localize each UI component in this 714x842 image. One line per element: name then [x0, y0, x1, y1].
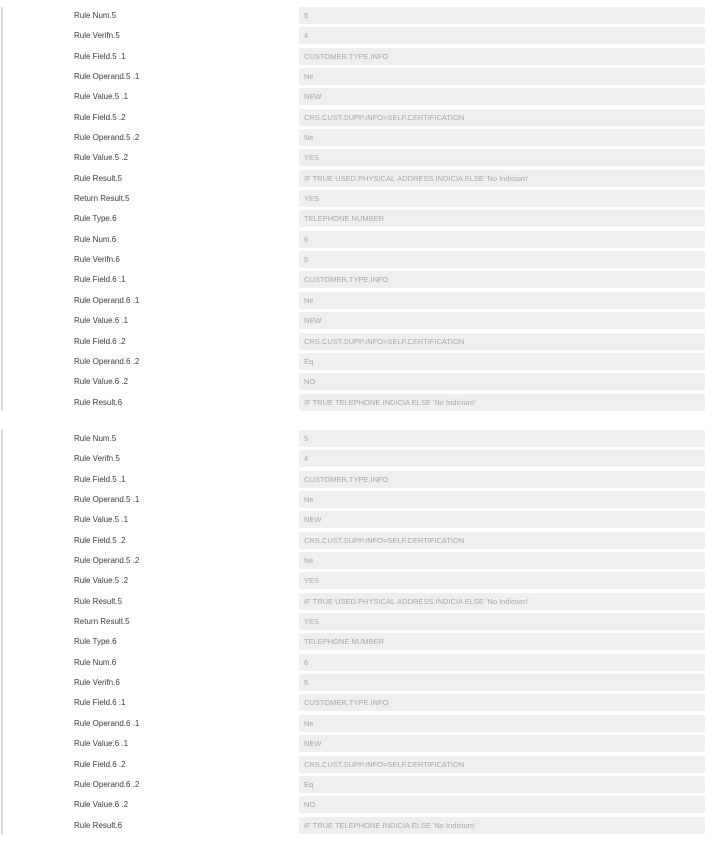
field-label: Rule Verifn.6 — [74, 678, 120, 688]
field-row — [0, 149, 714, 169]
field-value[interactable]: CUSTOMER.TYPE.INFO — [299, 48, 705, 65]
field-value[interactable]: 5 — [299, 674, 705, 691]
field-value[interactable]: TELEPHONE.NUMBER — [299, 210, 705, 227]
field-value[interactable]: CUSTOMER.TYPE.INFO — [299, 271, 705, 288]
field-row — [0, 471, 714, 491]
field-label: Rule Field.5 .1 — [74, 474, 126, 484]
field-value[interactable]: IF TRUE USED.PHYSICAL.ADDRESS.INDICIA ELSE 'No Indicium' — [299, 170, 705, 187]
field-label: Rule Value.6 .2 — [74, 377, 129, 387]
field-value[interactable]: NEW — [299, 88, 705, 105]
field-label: Rule Num.6 — [74, 657, 117, 667]
field-label: Rule Field.6 .1 — [74, 275, 126, 285]
field-row — [0, 491, 714, 511]
field-value[interactable]: 4 — [299, 27, 705, 44]
field-value[interactable]: CRS.CUST.SUPP.INFO>SELF.CERTIFICATION — [299, 532, 705, 549]
field-label: Rule Operand.6 .1 — [74, 718, 140, 728]
field-row — [0, 190, 714, 210]
field-value[interactable]: Eq — [299, 353, 705, 370]
field-label: Rule Operand.6 .1 — [74, 295, 140, 305]
field-value[interactable]: YES — [299, 190, 705, 207]
field-row — [0, 532, 714, 552]
field-label: Rule Num.5 — [74, 11, 117, 20]
field-value[interactable]: CRS.CUST.SUPP.INFO>SELF.CERTIFICATION — [299, 756, 705, 773]
field-value[interactable]: IF TRUE TELEPHONE.INDICIA ELSE 'No Indicium' — [299, 817, 705, 834]
field-label: Rule Result.5 — [74, 173, 123, 183]
field-row — [0, 312, 714, 332]
field-row — [0, 654, 714, 674]
field-row — [0, 694, 714, 714]
field-row — [0, 735, 714, 755]
field-row — [0, 430, 714, 450]
field-label: Rule Operand.5 .2 — [74, 556, 140, 566]
field-row — [0, 27, 714, 47]
field-label: Rule Result.6 — [74, 820, 123, 830]
field-row — [0, 373, 714, 393]
field-row — [0, 353, 714, 373]
field-row — [0, 251, 714, 271]
field-row — [0, 715, 714, 735]
field-row — [0, 674, 714, 694]
field-value[interactable]: 6 — [299, 231, 705, 248]
field-row — [0, 552, 714, 572]
field-value[interactable]: 4 — [299, 450, 705, 467]
field-row — [0, 210, 714, 230]
field-value[interactable]: IF TRUE TELEPHONE.INDICIA ELSE 'No Indicium' — [299, 394, 705, 411]
field-row — [0, 88, 714, 108]
field-row — [0, 129, 714, 149]
field-row — [0, 572, 714, 592]
field-label: Rule Result.5 — [74, 596, 123, 606]
field-label: Rule Field.5 .1 — [74, 51, 126, 61]
field-value[interactable]: NEW — [299, 312, 705, 329]
field-value[interactable]: IF TRUE USED.PHYSICAL.ADDRESS.INDICIA ELSE 'No Indicium' — [299, 593, 705, 610]
field-label: Rule Value.5 .1 — [74, 92, 129, 102]
field-label: Rule Value.6 .1 — [74, 739, 129, 749]
field-value[interactable]: YES — [299, 149, 705, 166]
field-value[interactable]: Ne — [299, 715, 705, 732]
field-value[interactable]: NO — [299, 373, 705, 390]
field-row — [0, 511, 714, 531]
field-row — [0, 109, 714, 129]
field-label: Rule Operand.5 .1 — [74, 495, 140, 505]
field-label: Return Result.5 — [74, 194, 130, 204]
field-value[interactable]: CRS.CUST.SUPP.INFO>SELF.CERTIFICATION — [299, 109, 705, 126]
record-section — [0, 430, 714, 834]
field-value[interactable]: TELEPHONE.NUMBER — [299, 633, 705, 650]
field-row — [0, 613, 714, 633]
field-row — [0, 271, 714, 291]
field-row — [0, 333, 714, 353]
field-value[interactable]: CRS.CUST.SUPP.INFO>SELF.CERTIFICATION — [299, 333, 705, 350]
field-label: Rule Num.5 — [74, 434, 117, 443]
field-label: Rule Type.6 — [74, 214, 117, 224]
field-row — [0, 796, 714, 816]
field-label: Rule Verifn.6 — [74, 255, 120, 265]
field-row — [0, 450, 714, 470]
field-row — [0, 48, 714, 68]
field-label: Rule Field.6 .1 — [74, 698, 126, 708]
field-label: Rule Result.6 — [74, 397, 123, 407]
field-label: Return Result.5 — [74, 617, 130, 627]
field-value[interactable]: NEW — [299, 735, 705, 752]
field-value[interactable]: YES — [299, 613, 705, 630]
field-label: Rule Value.5 .2 — [74, 576, 129, 586]
field-value[interactable]: 5 — [299, 7, 705, 24]
record-section — [0, 7, 714, 411]
field-label: Rule Value.6 .2 — [74, 800, 129, 810]
field-row — [0, 231, 714, 251]
field-label: Rule Num.6 — [74, 234, 117, 244]
field-value[interactable]: CUSTOMER.TYPE.INFO — [299, 471, 705, 488]
field-label: Rule Operand.6 .2 — [74, 356, 140, 366]
field-row — [0, 756, 714, 776]
field-row — [0, 633, 714, 653]
field-value[interactable]: 5 — [299, 430, 705, 447]
field-row — [0, 394, 714, 414]
field-row — [0, 170, 714, 190]
field-value[interactable]: Ne — [299, 491, 705, 508]
field-label: Rule Field.6 .2 — [74, 336, 126, 346]
field-label: Rule Operand.5 .2 — [74, 133, 140, 143]
field-value[interactable]: Eq — [299, 776, 705, 793]
field-label: Rule Field.5 .2 — [74, 535, 126, 545]
field-label: Rule Value.5 .2 — [74, 153, 129, 163]
field-label: Rule Operand.5 .1 — [74, 72, 140, 82]
field-label: Rule Verifn.5 — [74, 454, 120, 464]
field-label: Rule Operand.6 .2 — [74, 779, 140, 789]
field-row — [0, 776, 714, 796]
field-value[interactable]: Ne — [299, 129, 705, 146]
field-value[interactable]: CUSTOMER.TYPE.INFO — [299, 694, 705, 711]
field-value[interactable]: 5 — [299, 251, 705, 268]
field-value[interactable]: Ne — [299, 292, 705, 309]
field-value[interactable]: NEW — [299, 511, 705, 528]
field-row — [0, 817, 714, 837]
field-value[interactable]: YES — [299, 572, 705, 589]
field-value[interactable]: NO — [299, 796, 705, 813]
field-label: Rule Field.5 .2 — [74, 112, 126, 122]
field-label: Rule Value.5 .1 — [74, 515, 129, 525]
field-row — [0, 292, 714, 312]
field-label: Rule Verifn.5 — [74, 31, 120, 41]
field-row — [0, 593, 714, 613]
field-row — [0, 7, 714, 27]
field-value[interactable]: 6 — [299, 654, 705, 671]
field-label: Rule Value.6 .1 — [74, 316, 129, 326]
field-value[interactable]: Ne — [299, 68, 705, 85]
field-row — [0, 68, 714, 88]
field-value[interactable]: Ne — [299, 552, 705, 569]
field-label: Rule Field.6 .2 — [74, 759, 126, 769]
field-label: Rule Type.6 — [74, 637, 117, 647]
